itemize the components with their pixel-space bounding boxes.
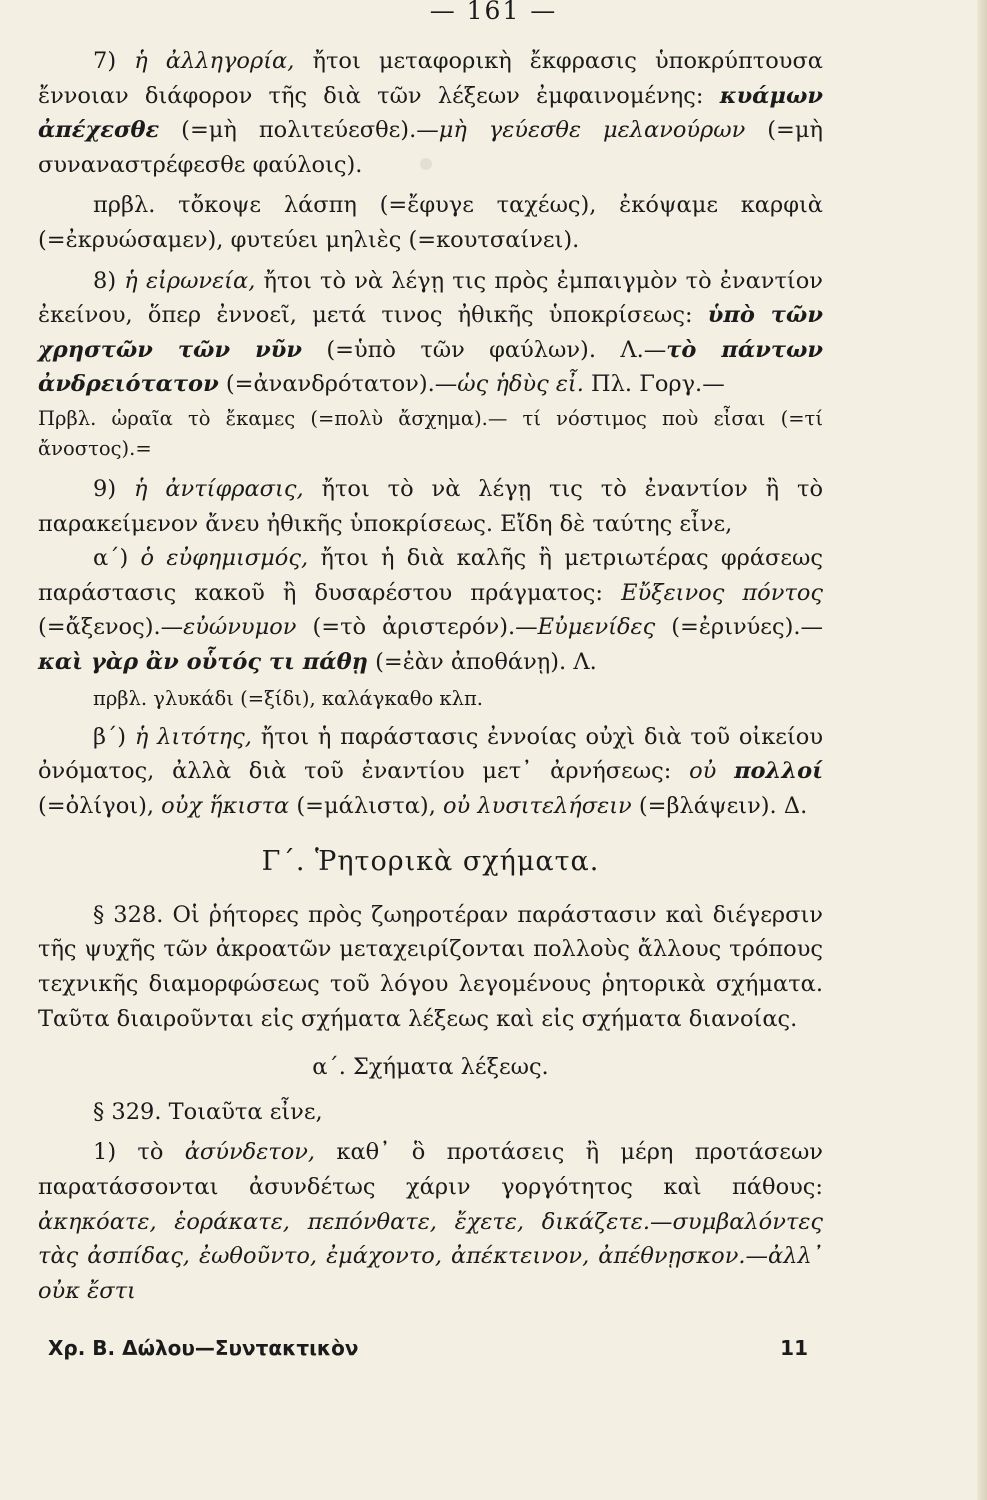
page-footer [48,1336,808,1360]
page-number: — 161 — [429,0,558,25]
paragraph-allegory: 7) ἡ ἀλληγορία, ἤτοι μεταφορικὴ ἔκφρασις ὑποκρύπτουσα ἔννοιαν διάφορον τῆς διὰ τῶν λέξεων ἐμφαινομένης: κυάμων ἀπέχεσθε (=μὴ πολιτεύεσθε).—μὴ γεύεσθε μελανούρων (=μὴ συναναστρέφεσθε φαύλοις). [38,48,823,178]
paragraph-329: § 329. Τοιαῦτα εἶνε, [93,1098,323,1125]
section-heading: Γ΄. Ῥητορικὰ σχήματα. [261,846,600,878]
subsection-heading: α΄. Σχήματα λέξεως. [312,1054,549,1081]
footer-title: Χρ. Β. Δώλου—Συντακτικὸν [48,1336,359,1360]
paragraph-328: § 328. Οἱ ῥήτορες πρὸς ζωηροτέραν παράστασιν καὶ διέγερσιν τῆς ψυχῆς τῶν ἀκροατῶν μεταχειρίζονται πολλοὺς ἄλλους τρόπους τεχνικῆς διαμορφώσεως τοῦ λόγου λεγομένους ῥητορικὰ σχήματα. Ταῦτα διαιροῦνται εἰς σχήματα λέξεως καὶ εἰς σχήματα διανοίας. [38,901,823,1032]
paragraph-irony: 8) ἡ εἰρωνεία, ἤτοι τὸ νὰ λέγῃ τις πρὸς ἐμπαιγμὸν τὸ ἐναντίον ἐκείνου, ὅπερ ἐννοεῖ, μετά τινος ἠθικῆς ὑποκρίσεως: ὑπὸ τῶν χρηστῶν τῶν νῦν (=ὑπὸ τῶν φαύλων). Λ.—τὸ πάντων ἀνδρειότατον (=ἀνανδρότατον).—ὡς ἡδὺς εἶ. Πλ. Γοργ.— [38,267,823,398]
paragraph-litotes: β΄) ἡ λιτότης, ἤτοι ἡ παράστασις ἐννοίας οὐχὶ διὰ τοῦ οἰκείου ὀνόματος, ἀλλὰ διὰ τοῦ ἐναντίου μετ᾽ ἀρνήσεως: οὐ πολλοί (=ὀλίγοι), οὐχ ἥκιστα (=μάλιστα), οὐ λυσιτελήσειν (=βλάψειν). Δ. [38,723,824,819]
paragraph-euphemism-compare: πρβλ. γλυκάδι (=ξίδι), καλάγκαθο κλπ. [93,686,483,710]
paragraph-euphemism: α΄) ὁ εὐφημισμός, ἤτοι ἡ διὰ καλῆς ἢ μετριωτέρας φράσεως παράστασις κακοῦ ἢ δυσαρέστου πράγματος: Εὔξεινος πόντος (=ἄξενος).—εὐώνυμον (=τὸ ἀριστερόν).—Εὐμενίδες (=ἐρινύες).—καὶ γὰρ ἂν οὗτός τι πάθῃ (=ἐὰν ἀποθάνῃ). Λ. [38,545,824,675]
page-body [38,44,823,1308]
paragraph-antiphrasis: 9) ἡ ἀντίφρασις, ἤτοι τὸ νὰ λέγῃ τις τὸ ἐναντίον ἢ τὸ παρακείμενον ἄνευ ἠθικῆς ὑποκρίσεως. Εἴδη δὲ ταύτης εἶνε, [38,475,823,537]
paragraph-asyndeton: 1) τὸ ἀσύνδετον, καθ᾽ ὃ προτάσεις ἢ μέρη προτάσεων παρατάσσονται ἀσυνδέτως χάριν γοργότητος καὶ πάθους: ἀκηκόατε, ἑοράκατε, πεπόνθατε, ἔχετε, δικάζετε.—συμβαλόντες τὰς ἀσπίδας, ἐωθοῦντο, ἐμάχοντο, ἀπέκτεινον, ἀπέθνῃσκον.—ἀλλ᾽ οὐκ ἔστι [38,1139,823,1304]
paragraph-irony-compare: Πρβλ. ὡραῖα τὸ ἔκαμες (=πολὺ ἄσχημα).— τί νόστιμος ποὺ εἶσαι (=τί ἄνοστος).= [38,406,823,460]
footer-signature: 11 [780,1336,808,1360]
paragraph-allegory-compare: πρβλ. τὄκοψε λάσπη (=ἔφυγε ταχέως), ἐκόψαμε καρφιὰ (=ἐκρυώσαμεν), φυτεύει μηλιὲς (=κουτσαίνει). [38,192,823,253]
page-edge [977,0,987,1500]
